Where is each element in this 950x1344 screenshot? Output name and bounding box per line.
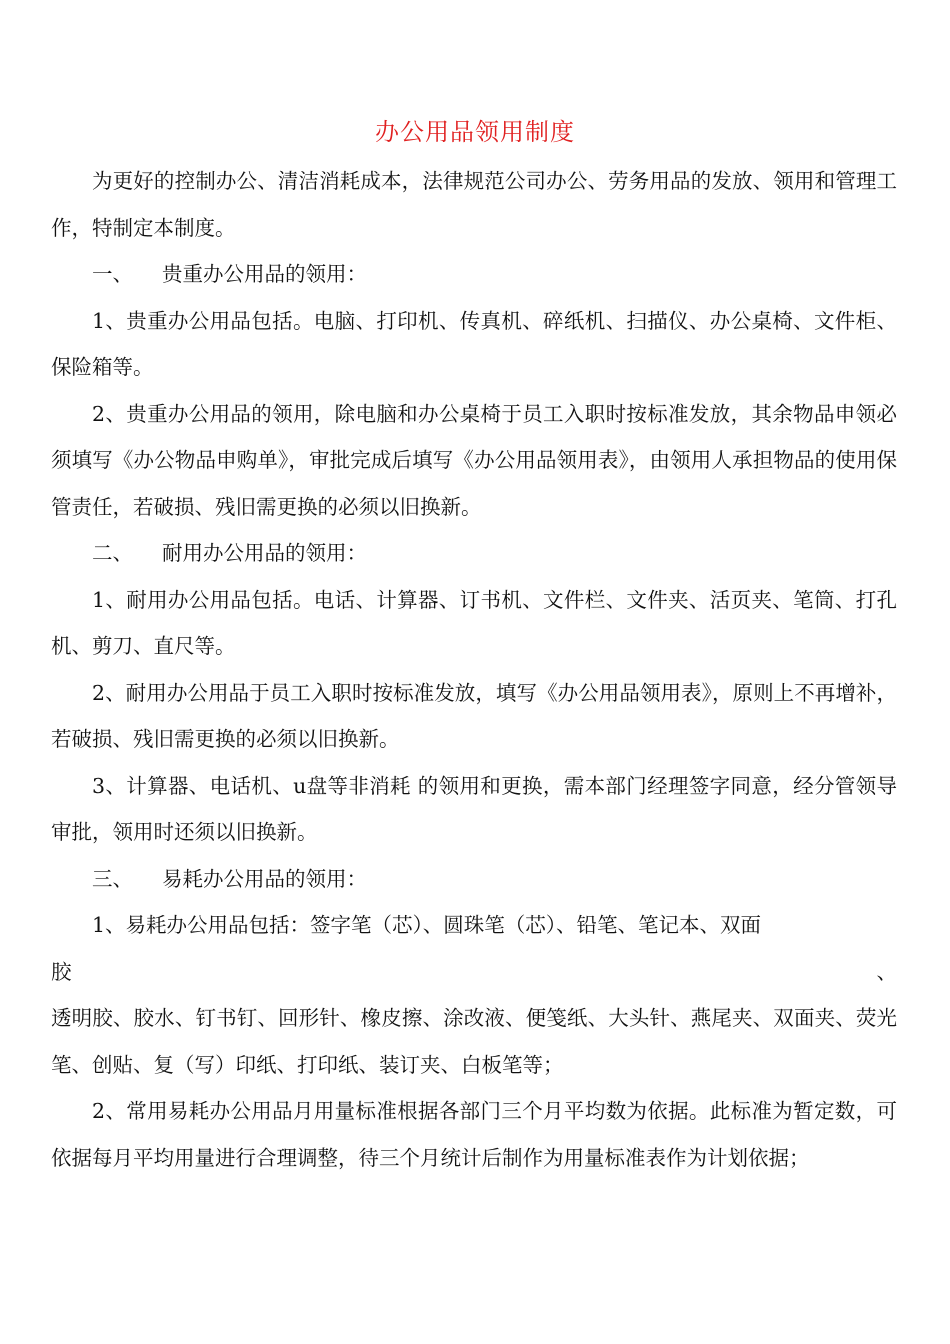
gap-start-text: 胶 (51, 959, 471, 984)
list-item: 1、耐用办公用品包括。电话、计算器、订书机、文件栏、文件夹、活页夹、笔筒、打孔机、剪刀、直尺等。 (51, 587, 897, 658)
intro-paragraph: 为更好的控制办公、清洁消耗成本，法律规范公司办公、劳务用品的发放、领用和管理工作，特制定本制度。 (51, 169, 897, 240)
gap-end-text: 、 (876, 959, 897, 984)
list-item-gap-line (51, 949, 897, 996)
section-heading-text: 贵重办公用品的领用： (162, 262, 367, 286)
list-item: 2、常用易耗办公用品月用量标准根据各部门三个月平均数为依据。此标准为暂定数，可依据每月平均用量进行合理调整，待三个月统计后制作为用量标准表作为计划依据； (51, 1099, 897, 1170)
list-item-continuation: 透明胶、胶水、钉书钉、回形针、橡皮擦、涂改液、便笺纸、大头针、燕尾夹、双面夹、荧光笔、创贴、复（写）印纸、打印纸、装订夹、白板笔等； (51, 1006, 897, 1077)
list-item: 1、易耗办公用品包括：签字笔（芯）、圆珠笔（芯）、铅笔、笔记本、双面 (92, 913, 762, 937)
document-title: 办公用品领用制度 (375, 118, 575, 146)
list-item: 2、贵重办公用品的领用，除电脑和办公桌椅于员工入职时按标准发放，其余物品申领必须填写《办公物品申购单》，审批完成后填写《办公用品领用表》，由领用人承担物品的使用保管责任，若破损、残旧需更换的必须以旧换新。 (51, 401, 897, 519)
section-heading-3 (51, 856, 897, 903)
section-number: 一、 (92, 262, 133, 286)
section-heading-text: 易耗办公用品的领用： (162, 866, 367, 891)
section-number: 三、 (92, 866, 133, 891)
list-item: 1、贵重办公用品包括。电脑、打印机、传真机、碎纸机、扫描仪、办公桌椅、文件柜、保险箱等。 (51, 308, 897, 379)
list-item: 2、耐用办公用品于员工入职时按标准发放，填写《办公用品领用表》，原则上不再增补，若破损、残旧需更换的必须以旧换新。 (51, 680, 897, 751)
section-heading-text: 耐用办公用品的领用： (162, 541, 367, 565)
document-body (51, 158, 897, 1181)
section-heading-1 (51, 251, 897, 298)
section-heading-2 (51, 530, 897, 577)
section-number: 二、 (92, 541, 133, 565)
list-item: 3、计算器、电话机、u盘等非消耗 的领用和更换，需本部门经理签字同意，经分管领导审批，领用时还须以旧换新。 (51, 773, 897, 844)
